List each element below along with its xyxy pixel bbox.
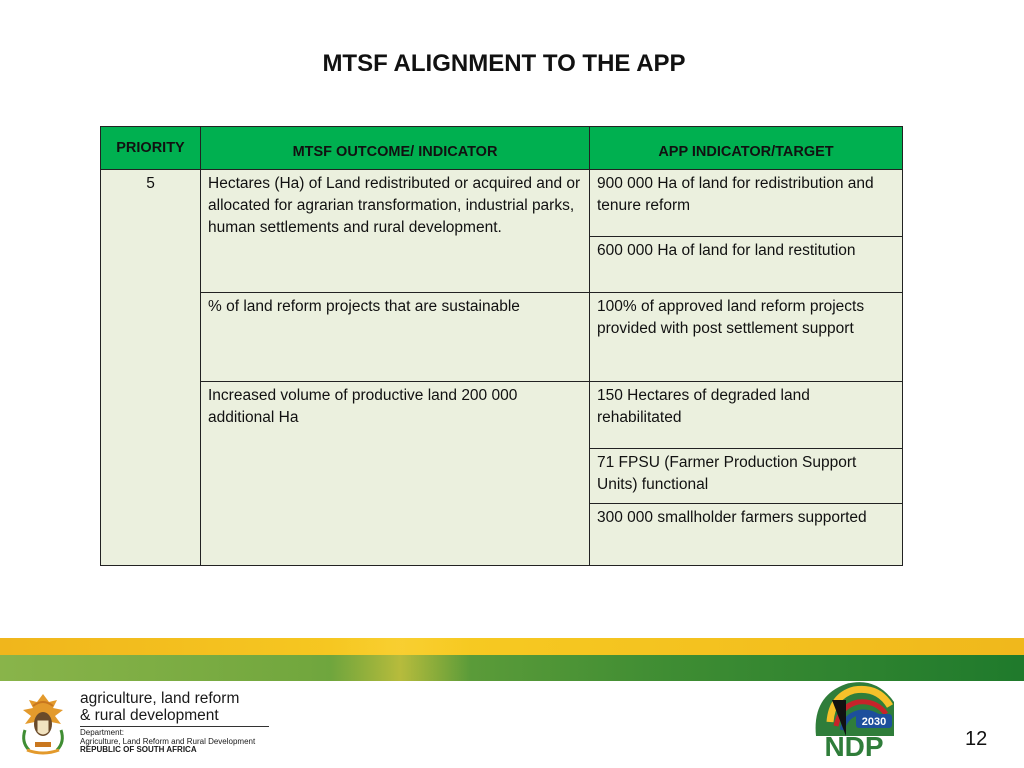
table-row — [101, 170, 903, 237]
footer-band-highlight — [330, 638, 470, 681]
target-cell: 100% of approved land reform projects provided with post settlement support — [590, 293, 903, 382]
department-name — [80, 690, 239, 724]
target-cell: 150 Hectares of degraded land rehabilitated — [590, 382, 903, 449]
department-name-line1: agriculture, land reform — [80, 690, 240, 707]
slide-title: MTSF ALIGNMENT TO THE APP — [322, 50, 686, 77]
header-priority: PRIORITY — [101, 127, 201, 170]
department-subtitle — [80, 729, 255, 755]
outcome-cell: Increased volume of productive land 200 000 additional Ha — [201, 382, 590, 566]
footer-band-yellow — [0, 638, 1024, 655]
department-full-name: Agriculture, Land Reform and Rural Development — [80, 736, 256, 746]
target-cell: 300 000 smallholder farmers supported — [590, 504, 903, 566]
header-app-indicator: APP INDICATOR/TARGET — [590, 127, 903, 170]
table-row — [101, 382, 903, 449]
alignment-table — [100, 126, 903, 566]
priority-cell: 5 — [101, 170, 201, 566]
department-label: Department: — [80, 728, 125, 737]
target-cell: 900 000 Ha of land for redistribution and tenure reform — [590, 170, 903, 237]
table-row — [101, 293, 903, 382]
ndp-2030-logo — [806, 676, 902, 760]
target-cell: 71 FPSU (Farmer Production Support Units) functional — [590, 449, 903, 504]
department-divider — [80, 726, 269, 727]
outcome-cell: % of land reform projects that are sustainable — [201, 293, 590, 382]
ndp-text: NDP — [824, 731, 884, 760]
page-number: 12 — [965, 728, 988, 750]
coat-of-arms-icon — [15, 690, 71, 758]
department-name-line2: & rural development — [80, 707, 219, 724]
table-header-row — [101, 127, 903, 170]
outcome-cell: Hectares (Ha) of Land redistributed or acquired and or allocated for agrarian transformation, industrial parks, human settlements and rural development. — [201, 170, 590, 293]
country-name: REPUBLIC OF SOUTH AFRICA — [80, 745, 197, 754]
ndp-year: 2030 — [861, 716, 887, 728]
target-cell: 600 000 Ha of land for land restitution — [590, 237, 903, 293]
header-mtsf-outcome: MTSF OUTCOME/ INDICATOR — [201, 127, 590, 170]
